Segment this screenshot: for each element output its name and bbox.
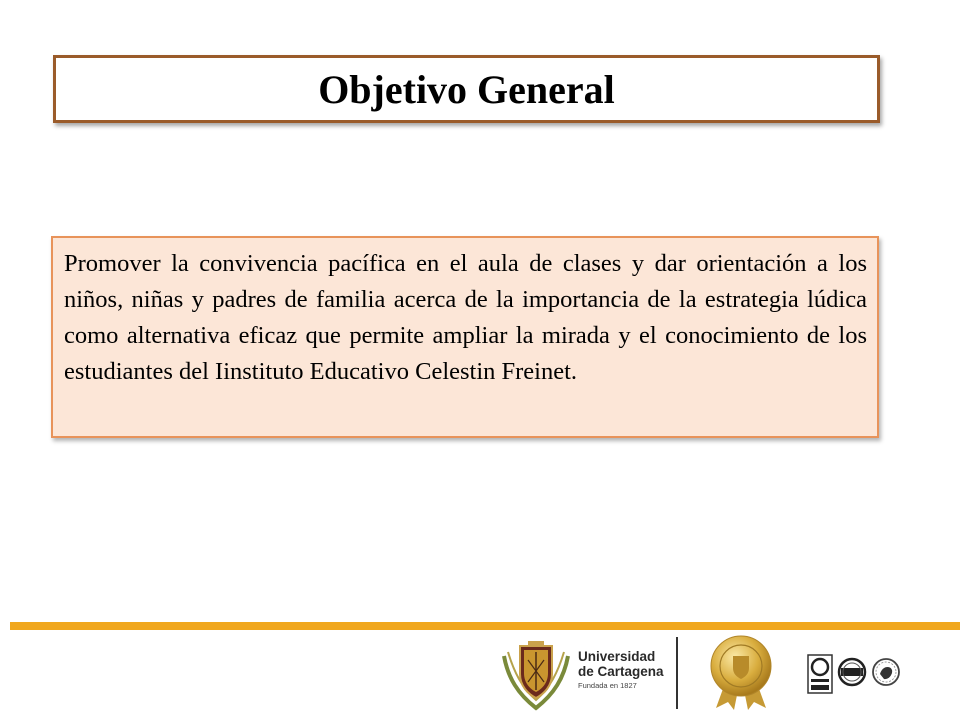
iqnet-certification-icon	[837, 654, 867, 694]
objective-box	[51, 236, 879, 438]
footer-divider-bar	[10, 622, 960, 630]
footer-separator	[676, 637, 678, 709]
footer-logos	[0, 630, 960, 720]
iso-certification-icon	[807, 654, 833, 694]
colombia-certification-icon	[871, 654, 901, 694]
university-crest-icon	[500, 638, 572, 712]
accreditation-seal-icon	[706, 634, 776, 710]
university-name-line2: de Cartagena	[578, 664, 664, 679]
university-founded: Fundada en 1827	[578, 681, 637, 690]
university-name-line1: Universidad	[578, 649, 656, 664]
objective-text: Promover la convivencia pacífica en el aula de clases y dar orientación a los niños, niñas y padres de familia acerca de la importancia de la estrategia lúdica como alternativa eficaz que permite ampliar la mirada y el conocimiento de los estudiantes del Iinstituto Educativo Celestin Freinet.	[64, 250, 867, 385]
slide-title: Objetivo General	[318, 66, 615, 112]
title-box	[53, 55, 880, 123]
university-name	[578, 649, 678, 679]
